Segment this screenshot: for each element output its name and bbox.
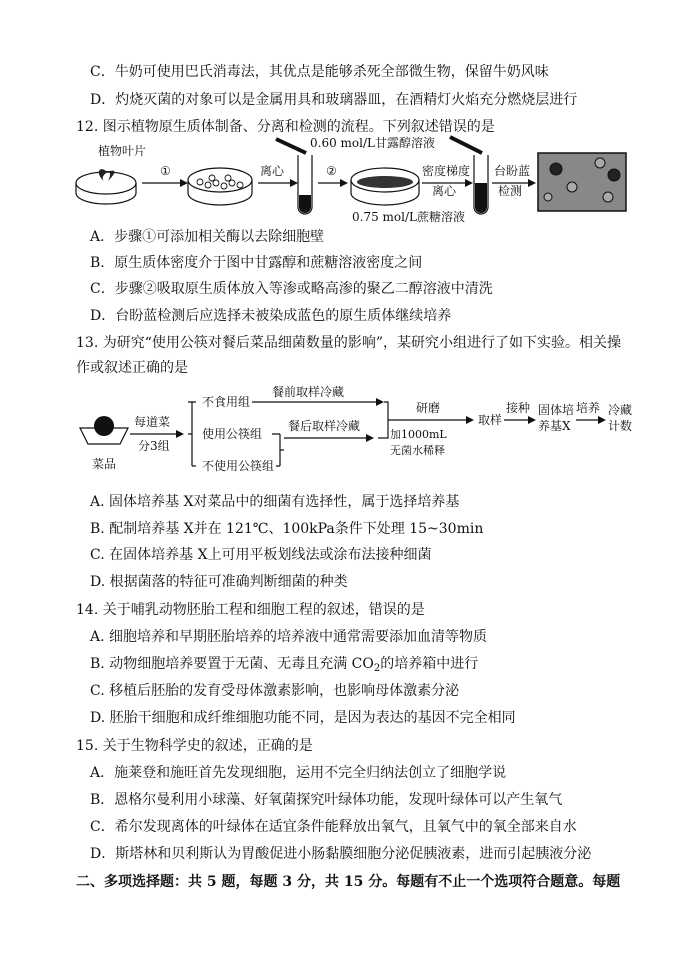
q12-option-a: A．步骤①可添加相关酶以去除细胞壁: [90, 229, 325, 245]
gradient-label-2: 离心: [432, 184, 457, 198]
count-label-2: 计数: [608, 419, 633, 433]
group1-label: 不食用组: [202, 395, 251, 409]
medium-label-1: 固体培: [538, 403, 575, 417]
sucrose-label: 0.75 mol/L蔗糖溶液: [352, 210, 465, 224]
q11-option-d: D．灼烧灭菌的对象可以是金属用具和玻璃器皿，在酒精灯火焰充分燃烧层进行: [90, 92, 578, 108]
sample-label: 取样: [478, 413, 503, 427]
group2-label: 使用公筷组: [202, 427, 263, 441]
culture-label: 培养: [576, 401, 601, 415]
mannitol-label: 0.60 mol/L甘露醇溶液: [310, 136, 435, 150]
grind-label: 研磨: [416, 401, 441, 415]
step1-label: ①: [160, 164, 171, 178]
step2-label: ②: [326, 164, 337, 178]
pre-label: 餐前取样冷藏: [272, 385, 345, 399]
pipette1: [276, 139, 306, 153]
add-label-1: 加1000mL: [390, 428, 447, 441]
microscope-view: [538, 153, 626, 211]
q12-option-b: B．原生质体密度介于图中甘露醇和蔗糖溶液密度之间: [90, 255, 423, 271]
q13-option-b: B. 配制培养基 X并在 121℃、100kPa条件下处理 15~30min: [90, 521, 484, 537]
trypan-label-2: 检测: [498, 184, 523, 198]
q12-option-c: C．步骤②吸取原生质体放入等渗或略高渗的聚乙二醇溶液中清洗: [90, 281, 493, 297]
leaf-label: 植物叶片: [98, 144, 147, 158]
q15-option-b: B．恩格尔曼利用小球藻、好氧菌探究叶绿体功能，发现叶绿体可以产生氧气: [90, 792, 563, 808]
co2-subscript: 2: [373, 663, 381, 674]
q14-stem: 14. 关于哺乳动物胚胎工程和细胞工程的叙述，错误的是: [76, 602, 425, 618]
q13-option-a: A. 固体培养基 X对菜品中的细菌有选择性，属于选择培养基: [90, 494, 460, 510]
q13-stem-line2: 作或叙述正确的是: [76, 360, 188, 376]
q12-option-d: D．台盼蓝检测后应选择未被染成蓝色的原生质体继续培养: [90, 308, 452, 324]
section-2-heading: 二、多项选择题：共 5 题，每题 3 分，共 15 分。每题有不止一个选项符合题意。每题: [76, 874, 621, 890]
dish-label: 菜品: [92, 457, 117, 471]
q12-figure: [70, 135, 630, 230]
q13-option-c: C. 在固体培养基 X上可用平板划线法或涂布法接种细菌: [90, 547, 432, 563]
split-label: 分3组: [138, 439, 170, 453]
leaf-dish: [76, 172, 136, 194]
add-label-2: 无菌水稀释: [390, 444, 445, 457]
inoculate-label: 接种: [506, 401, 531, 415]
count-label-1: 冷藏: [608, 403, 633, 417]
q13-figure: [76, 378, 636, 476]
group3-label: 不使用公筷组: [202, 459, 275, 473]
q15-option-c: C．希尔发现离体的叶绿体在适宜条件能释放出氧气，且氧气中的氧全部来自水: [90, 819, 577, 835]
q14-option-b: [90, 655, 478, 678]
eachdish-label: 每道菜: [134, 415, 171, 429]
post-label: 餐后取样冷藏: [288, 419, 361, 433]
q14-option-d: D. 胚胎干细胞和成纤维细胞功能不同，是因为表达的基因不完全相同: [90, 710, 516, 726]
gradient-label-1: 密度梯度: [422, 164, 471, 178]
q15-option-d: D．斯塔林和贝利斯认为胃酸促进小肠黏膜细胞分泌促胰液素，进而引起胰液分泌: [90, 846, 592, 862]
q14-option-b-text-end: 的培养箱中进行: [380, 656, 479, 672]
q15-stem: 15. 关于生物科学史的叙述，正确的是: [76, 738, 313, 754]
trypan-label-1: 台盼蓝: [494, 164, 531, 178]
q12-stem: 12. 图示植物原生质体制备、分离和检测的流程。下列叙述错误的是: [76, 119, 495, 135]
pipette2: [450, 137, 482, 153]
centrifuge1-label: 离心: [260, 164, 285, 178]
q13-stem-line1: 13. 为研究“使用公筷对餐后菜品细菌数量的影响”，某研究小组进行了如下实验。相关操: [76, 335, 622, 351]
q11-option-c: C．牛奶可使用巴氏消毒法，其优点是能够杀死全部微生物，保留牛奶风味: [90, 64, 549, 80]
q15-option-a: A．施莱登和施旺首先发现细胞，运用不完全归纳法创立了细胞学说: [90, 765, 507, 781]
q14-option-a: A. 细胞培养和早期胚胎培养的培养液中通常需要添加血清等物质: [90, 629, 488, 645]
medium-label-2: 养基X: [538, 419, 571, 433]
q13-option-d: D. 根据菌落的特征可准确判断细菌的种类: [90, 574, 348, 590]
q14-option-b-text: B. 动物细胞培养要置于无菌、无毒且充满 CO: [90, 656, 374, 672]
q14-option-c: C. 移植后胚胎的发育受母体激素影响，也影响母体激素分泌: [90, 683, 460, 699]
